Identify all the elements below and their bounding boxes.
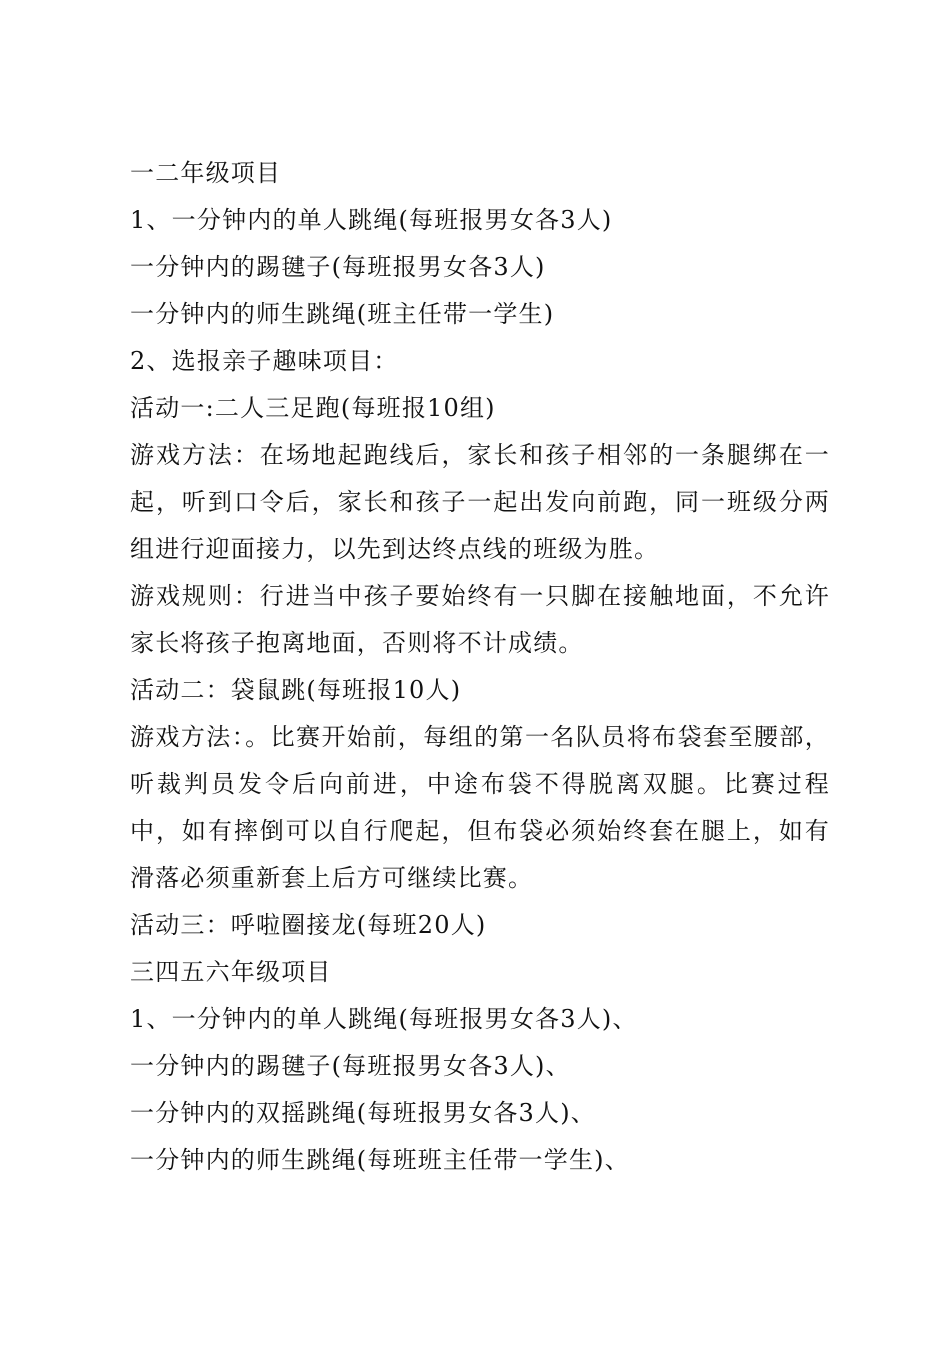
section-heading-grade-3-6: 三四五六年级项目 [130, 958, 332, 986]
document-page [130, 150, 830, 1184]
item-single-rope-skipping-senior: 1、一分钟内的单人跳绳(每班报男女各3人)、 [130, 1005, 638, 1033]
activity-two-title: 活动二：袋鼠跳(每班报10人) [130, 676, 462, 704]
item-teacher-student-rope-senior: 一分钟内的师生跳绳(每班班主任带一学生)、 [130, 1146, 630, 1174]
activity-one-method: 游戏方法：在场地起跑线后，家长和孩子相邻的一条腿绑在一起，听到口令后，家长和孩子一起出发向前跑，同一班级分两组进行迎面接力，以先到达终点线的班级为胜。 [130, 441, 830, 563]
activity-one-rules: 游戏规则：行进当中孩子要始终有一只脚在接触地面，不允许家长将孩子抱离地面，否则将不计成绩。 [130, 582, 830, 657]
activity-three-title: 活动三：呼啦圈接龙(每班20人) [130, 911, 487, 939]
section-heading-grade-1-2: 一二年级项目 [130, 159, 282, 187]
activity-one-title: 活动一:二人三足跑(每班报10组) [130, 394, 496, 422]
item-double-under-rope: 一分钟内的双摇跳绳(每班报男女各3人)、 [130, 1099, 596, 1127]
item-shuttlecock-kicking: 一分钟内的踢毽子(每班报男女各3人) [130, 253, 546, 281]
activity-two-method: 游戏方法：。比赛开始前，每组的第一名队员将布袋套至腰部，听裁判员发令后向前进，中途布袋不得脱离双腿。比赛过程中，如有摔倒可以自行爬起，但布袋必须始终套在腿上，如有滑落必须重新套上后方可继续比赛。 [130, 723, 830, 892]
item-teacher-student-rope: 一分钟内的师生跳绳(班主任带一学生) [130, 300, 555, 328]
item-single-rope-skipping: 1、一分钟内的单人跳绳(每班报男女各3人) [130, 206, 613, 234]
item-parent-child-games: 2、选报亲子趣味项目： [130, 347, 399, 375]
item-shuttlecock-kicking-senior: 一分钟内的踢毽子(每班报男女各3人)、 [130, 1052, 571, 1080]
